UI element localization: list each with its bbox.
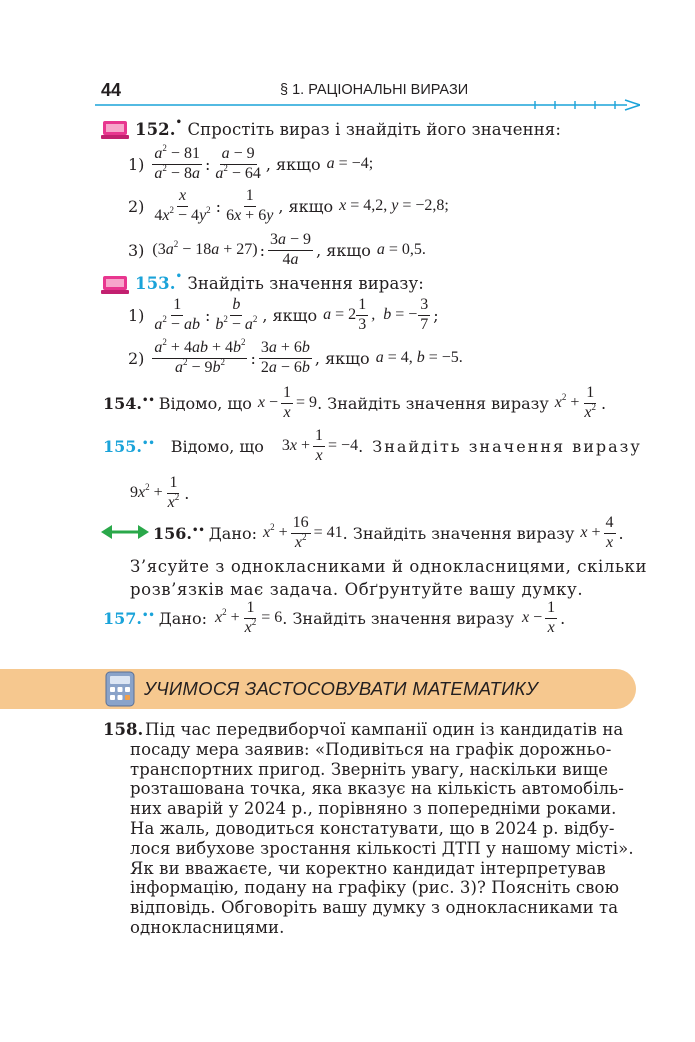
exercise-text: . Знайдіть значення виразу [317, 393, 549, 413]
fraction: $\frac{a - 9}{a^2 - 64}$ [215, 145, 261, 182]
fraction: $\frac{3a - 9}{4a}$ [270, 231, 312, 268]
exercise-text: . Знайдіть значення виразу [358, 436, 642, 456]
paragraph-line: них аварій у 2024 р., порівняно з попередніми роками. [130, 799, 617, 819]
paragraph-line: посаду мера заявив: «Подивіться на графік дорожньо- [130, 739, 612, 759]
exercise-text: Відомо, що [158, 393, 252, 413]
fraction: $\frac{a^2 + 4ab + 4b^2}{a^2 - 9b^2}$ [154, 337, 246, 376]
exercise-155-expression: $9x^2$ + $\frac{1}{x^2}$ . [130, 474, 190, 511]
exercise-text: . Знайдіть значення виразу [282, 608, 514, 628]
difficulty-mark: •• [141, 394, 155, 406]
difficulty-mark: •• [141, 609, 155, 621]
calculator-icon [105, 671, 135, 707]
condition-text: , якщо [265, 154, 321, 174]
fraction: $\frac{1}{x}$ [283, 384, 292, 421]
exercise-number: 156. [153, 523, 192, 543]
exercise-text: Дано: [208, 523, 257, 543]
item-label: 2) [128, 196, 145, 216]
fraction: $\frac{1}{x^2}$ [584, 384, 597, 421]
exercise-text: Спростіть вираз і знайдіть його значення: [187, 120, 561, 139]
item-153-1: 1) $\frac{1}{a^2 - ab}$ : $\frac{b}{b^2 - a^2}$ , якщо a = 2 $\frac{1}{3}$ , b = − $\frac{3}{7}$ ; [128, 296, 439, 333]
difficulty-mark: • [175, 271, 183, 282]
fraction: $\frac{3}{7}$ [420, 296, 429, 333]
exercise-number: 157. [103, 608, 142, 628]
fraction: $\frac{1}{a^2 - ab}$ [154, 296, 200, 333]
exercise-text: розв’язків має задача. Обґрунтуйте вашу думку. [130, 580, 584, 599]
fraction: $\frac{4}{x}$ [605, 514, 614, 551]
item-152-3: 3) $(3a^2 - 18a + 27)$ : $\frac{3a - 9}{4a}$ , якщо a = 0,5. [128, 231, 426, 268]
exercise-text: З’ясуйте з однокласниками й однокласницями, скільки [130, 557, 648, 576]
fraction: $\frac{16}{x^2}$ [292, 514, 309, 551]
paragraph-line: На жаль, доводиться констатувати, що в 2024 р. відбу- [130, 819, 615, 838]
difficulty-mark: • [175, 117, 183, 128]
banner-title: УЧИМОСЯ ЗАСТОСОВУВАТИ МАТЕМАТИКУ [144, 678, 538, 699]
exercise-155: 155. •• Відомо, що 3x + $\frac{1}{x}$ = −4 . Знайдіть значення виразу [103, 427, 642, 464]
fraction: $\frac{a^2 - 81}{a^2 - 8a}$ [154, 143, 200, 182]
header-ruler [95, 98, 640, 112]
paragraph-line: транспортних пригод. Зверніть увагу, наскільки вище [130, 759, 609, 779]
exercise-number: 153. [135, 274, 176, 293]
difficulty-mark: •• [191, 524, 205, 536]
paragraph-line: відповідь. Обговоріть вашу думку з однокласниками та [130, 898, 619, 918]
item-152-1: 1) $\frac{a^2 - 81}{a^2 - 8a}$ : $\frac{a - 9}{a^2 - 64}$ , якщо a = −4; [128, 143, 374, 182]
fraction: $\frac{1}{6x + 6y}$ [226, 187, 274, 224]
computer-icon [101, 275, 129, 295]
exercise-154: 154. •• Відомо, що x − $\frac{1}{x}$ = 9 . Знайдіть значення виразу $x^2$ + $\frac{1}{x^2}$ . [103, 384, 607, 421]
fraction: $\frac{1}{3}$ [358, 296, 367, 333]
computer-icon [101, 120, 129, 140]
item-label: 1) [128, 154, 145, 174]
paragraph-line: лося вибухове зростання кількості ДТП у нашому місті». [130, 838, 634, 858]
fraction: $\frac{1}{x^2}$ [167, 474, 180, 511]
page-number: 44 [101, 80, 122, 100]
double-arrow-icon [101, 524, 149, 540]
exercise-text: Знайдіть значення виразу: [187, 274, 424, 293]
paragraph-line: Як ви вважаєте, чи коректно кандидат інтерпретував [130, 858, 606, 878]
exercise-157: 157. •• Дано: $x^2$ + $\frac{1}{x^2}$ = 6 . Знайдіть значення виразу x − $\frac{1}{x}$ . [103, 599, 566, 636]
fraction: $\frac{1}{x}$ [547, 599, 556, 636]
exercise-number: 158. [103, 720, 144, 739]
item-153-2: 2) $\frac{a^2 + 4ab + 4b^2}{a^2 - 9b^2}$ : $\frac{3a + 6b}{2a - 6b}$ , якщо a = 4, b = −5. [128, 337, 463, 376]
item-label: 3) [128, 240, 145, 260]
difficulty-mark: •• [141, 437, 155, 449]
item-152-2: 2) $\frac{x}{4x^2 - 4y^2}$ : $\frac{1}{6x + 6y}$ , якщо x = 4,2, y = −2,8; [128, 187, 449, 224]
item-label: 2) [128, 348, 145, 368]
exercise-number: 152. [135, 120, 176, 139]
section-title: § 1. РАЦІОНАЛЬНІ ВИРАЗИ [280, 82, 469, 98]
exercise-number: 154. [103, 393, 142, 413]
fraction: $\frac{b}{b^2 - a^2}$ [215, 296, 258, 333]
item-label: 1) [128, 305, 145, 325]
exercise-text: . Знайдіть значення виразу [342, 523, 575, 543]
condition-text: , якщо [314, 348, 370, 368]
paragraph-line: однокласницями. [130, 918, 285, 937]
fraction: $\frac{3a + 6b}{2a - 6b}$ [260, 339, 310, 376]
paragraph-line: інформацію, подану на графіку (рис. 3)? Поясніть свою [130, 878, 620, 898]
fraction: $\frac{x}{4x^2 - 4y^2}$ [154, 187, 211, 224]
fraction: $\frac{1}{x^2}$ [244, 599, 257, 636]
exercise-text: Дано: [158, 608, 207, 628]
exercise-number: 155. [103, 436, 142, 456]
paragraph-line: Під час передвиборчої кампанії один із кандидатів на [145, 720, 624, 739]
paragraph-line: розташована точка, яка вказує на кількість автомобіль- [130, 779, 624, 799]
fraction: $\frac{1}{x}$ [315, 427, 324, 464]
condition-text: , якщо [262, 305, 318, 325]
condition-text: , якщо [316, 240, 371, 260]
condition-text: , якщо [278, 196, 334, 216]
exercise-text: Відомо, що [170, 436, 264, 456]
